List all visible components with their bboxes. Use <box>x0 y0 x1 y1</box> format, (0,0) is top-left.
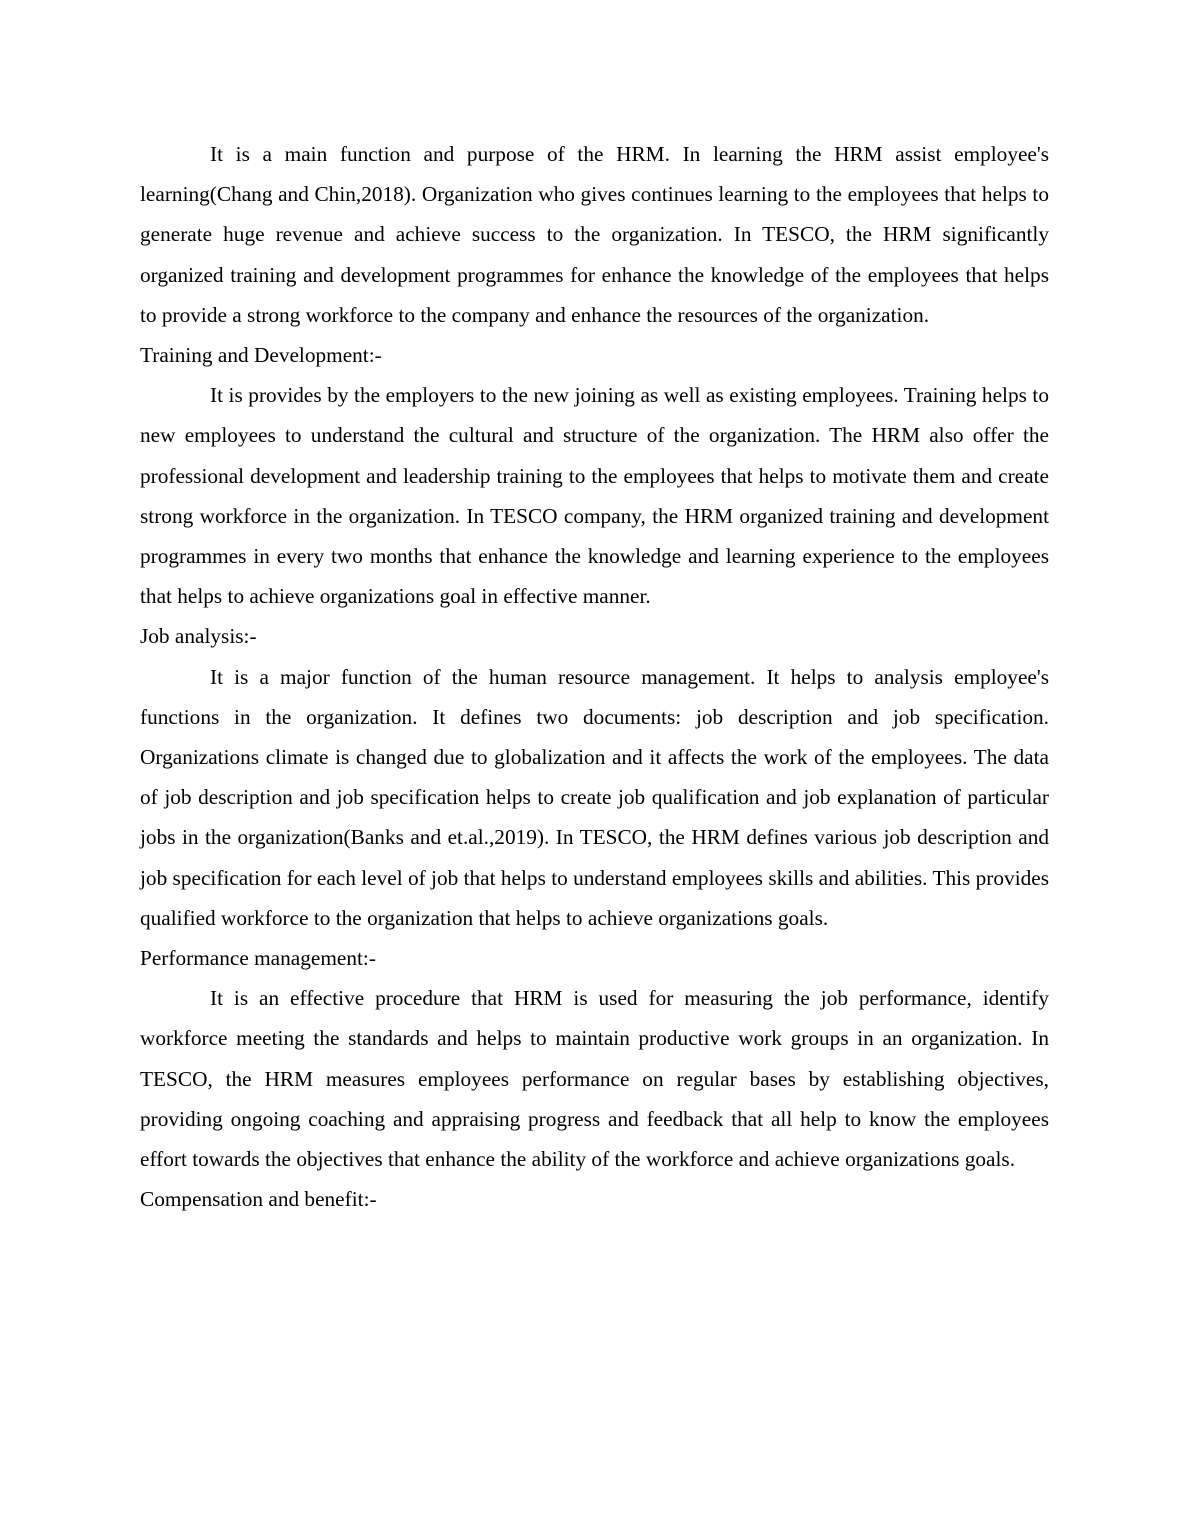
heading-performance-management: Performance management:- <box>140 946 376 971</box>
document-page <box>140 134 1049 1219</box>
paragraph-training-development: It is provides by the employers to the new joining as well as existing employees. Training helps to new employees to understand the cultural and structure of the organization. The HRM also offer the professional development and leadership training to the employees that helps to motivate them and create strong workforce in the organization. In TESCO company, the HRM organized training and development programmes in every two months that enhance the knowledge and learning experience to the employees that helps to achieve organizations goal in effective manner. <box>140 383 1049 609</box>
heading-training-development: Training and Development:- <box>140 343 382 368</box>
paragraph-performance-management: It is an effective procedure that HRM is used for measuring the job performance, identify workforce meeting the standards and helps to maintain productive work groups in an organization. In TESCO, the HRM measures employees performance on regular bases by establishing objectives, providing ongoing coaching and appraising progress and feedback that all help to know the employees effort towards the objectives that enhance the ability of the workforce and achieve organizations goals. <box>140 986 1049 1172</box>
heading-job-analysis: Job analysis:- <box>140 624 257 649</box>
heading-compensation-benefit: Compensation and benefit:- <box>140 1187 377 1212</box>
paragraph-hrm-learning: It is a main function and purpose of the HRM. In learning the HRM assist employee's learning(Chang and Chin,2018). Organization who gives continues learning to the employees that helps to generate huge revenue and achieve success to the organization. In TESCO, the HRM significantly organized training and development programmes for enhance the knowledge of the employees that helps to provide a strong workforce to the company and enhance the resources of the organization. <box>140 142 1049 327</box>
paragraph-job-analysis: It is a major function of the human resource management. It helps to analysis employee's functions in the organization. It defines two documents: job description and job specification. Organizations climate is changed due to globalization and it affects the work of the employees. The data of job description and job specification helps to create job qualification and job explanation of particular jobs in the organization(Banks and et.al.,2019). In TESCO, the HRM defines various job description and job specification for each level of job that helps to understand employees skills and abilities. This provides qualified workforce to the organization that helps to achieve organizations goals. <box>140 664 1049 930</box>
